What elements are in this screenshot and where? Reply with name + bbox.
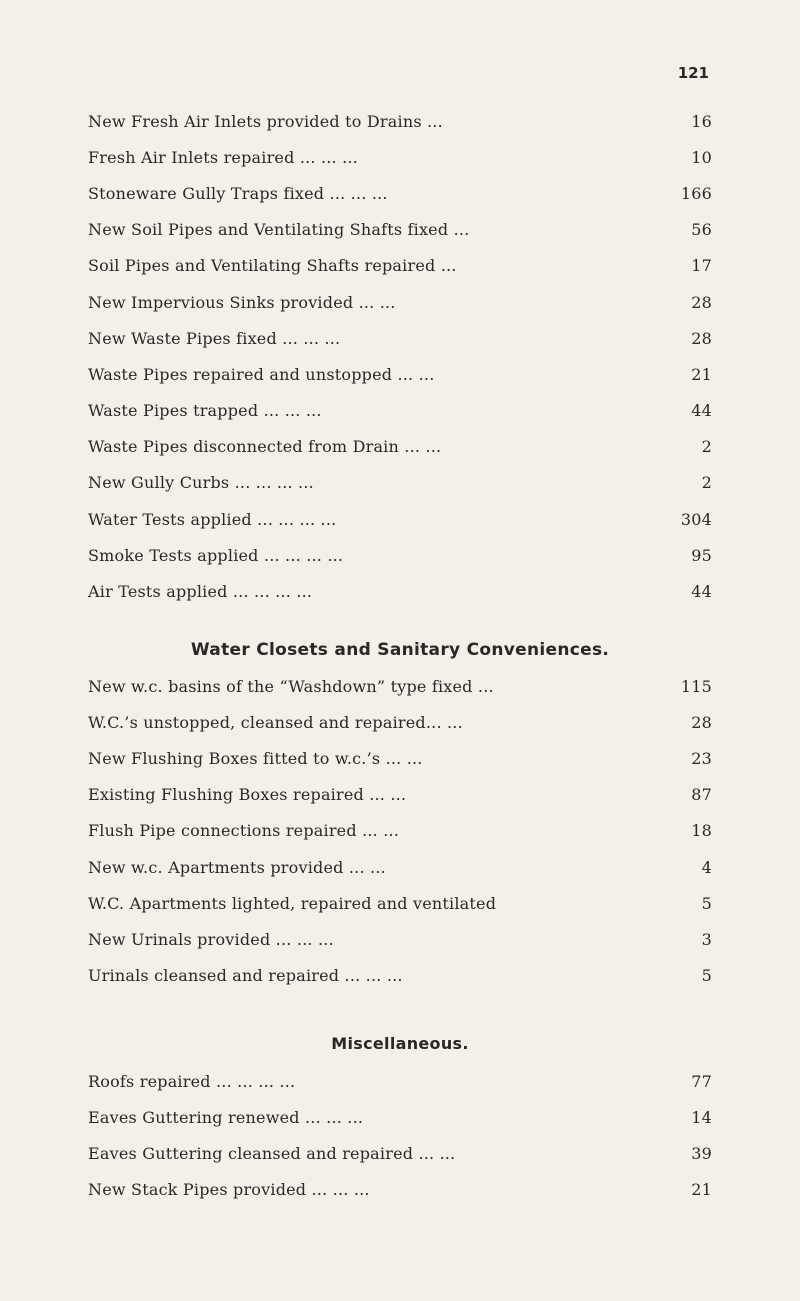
item-count: 16: [691, 111, 712, 131]
list-item: [88, 740, 712, 776]
item-label: Eaves Guttering cleansed and repaired ... ...: [88, 1143, 456, 1163]
item-count: 28: [691, 712, 712, 732]
page-number: 121: [677, 64, 709, 82]
item-count: 5: [701, 893, 712, 913]
item-count: 3: [701, 929, 712, 949]
item-label: New Stack Pipes provided ... ... ...: [88, 1180, 370, 1200]
list-item: [88, 1099, 712, 1135]
list-item: [88, 139, 712, 175]
item-label: New Impervious Sinks provided ... ...: [88, 292, 396, 312]
item-label: Flush Pipe connections repaired ... ...: [88, 821, 400, 841]
list-item: [88, 1172, 712, 1208]
list-item: [88, 465, 712, 501]
item-label: New Urinals provided ... ... ...: [88, 929, 334, 949]
item-count: 77: [691, 1071, 712, 1091]
item-count: 18: [691, 821, 712, 841]
item-label: New w.c. basins of the “Washdown” type fixed ...: [88, 676, 494, 696]
item-count: 4: [701, 857, 712, 877]
item-count: 166: [680, 183, 712, 203]
miscellaneous-list: [88, 1063, 712, 1208]
list-item: [88, 248, 712, 284]
list-item: [88, 429, 712, 465]
item-label: New w.c. Apartments provided ... ...: [88, 857, 386, 877]
item-count: 56: [691, 220, 712, 240]
list-item: [88, 849, 712, 885]
list-item: [88, 777, 712, 813]
section-heading-miscellaneous: Miscellaneous.: [331, 1034, 469, 1053]
item-label: Waste Pipes repaired and unstopped ... ...: [88, 364, 435, 384]
item-label: New Waste Pipes fixed ... ... ...: [88, 328, 341, 348]
item-count: 44: [691, 401, 712, 421]
item-count: 39: [691, 1143, 712, 1163]
list-item: [88, 103, 712, 139]
item-label: Air Tests applied ... ... ... ...: [88, 582, 313, 602]
sanitary-works-list: [88, 103, 712, 610]
list-item: [88, 393, 712, 429]
item-label: Fresh Air Inlets repaired ... ... ...: [88, 147, 358, 167]
item-label: Water Tests applied ... ... ... ...: [88, 509, 337, 529]
list-item: [88, 704, 712, 740]
item-label: Soil Pipes and Ventilating Shafts repaired ...: [88, 256, 457, 276]
item-label: Stoneware Gully Traps fixed ... ... ...: [88, 183, 388, 203]
list-item: [88, 1063, 712, 1099]
item-count: 17: [691, 256, 712, 276]
item-label: Existing Flushing Boxes repaired ... ...: [88, 785, 407, 805]
item-label: Roofs repaired ... ... ... ...: [88, 1071, 296, 1091]
item-label: New Flushing Boxes fitted to w.c.’s ... ...: [88, 748, 423, 768]
item-count: 10: [691, 147, 712, 167]
item-count: 28: [691, 292, 712, 312]
item-count: 87: [691, 785, 712, 805]
list-item: [88, 284, 712, 320]
item-count: 2: [701, 473, 712, 493]
item-label: W.C.’s unstopped, cleansed and repaired... ...: [88, 712, 463, 732]
item-label: Waste Pipes disconnected from Drain ... ...: [88, 437, 442, 457]
item-label: New Gully Curbs ... ... ... ...: [88, 473, 314, 493]
list-item: [88, 921, 712, 957]
item-count: 28: [691, 328, 712, 348]
list-item: [88, 320, 712, 356]
section-heading-water-closets: Water Closets and Sanitary Conveniences.: [190, 640, 610, 660]
item-count: 21: [691, 1180, 712, 1200]
list-item: [88, 537, 712, 573]
item-label: Urinals cleansed and repaired ... ... ...: [88, 966, 403, 986]
item-count: 95: [691, 545, 712, 565]
item-count: 23: [691, 748, 712, 768]
item-count: 44: [691, 582, 712, 602]
list-item: [88, 1135, 712, 1171]
item-label: Smoke Tests applied ... ... ... ...: [88, 545, 344, 565]
item-count: 5: [701, 966, 712, 986]
item-label: W.C. Apartments lighted, repaired and ventilated: [88, 893, 497, 913]
list-item: [88, 813, 712, 849]
list-item: [88, 885, 712, 921]
item-count: 115: [680, 676, 712, 696]
item-count: 304: [680, 509, 712, 529]
list-item: [88, 175, 712, 211]
list-item: [88, 501, 712, 537]
item-label: New Soil Pipes and Ventilating Shafts fixed ...: [88, 220, 470, 240]
water-closets-list: [88, 668, 712, 994]
list-item: [88, 356, 712, 392]
item-label: Waste Pipes trapped ... ... ...: [88, 401, 322, 421]
item-label: New Fresh Air Inlets provided to Drains ...: [88, 111, 443, 131]
list-item: [88, 958, 712, 994]
list-item: [88, 668, 712, 704]
list-item: [88, 212, 712, 248]
item-label: Eaves Guttering renewed ... ... ...: [88, 1107, 364, 1127]
item-count: 14: [691, 1107, 712, 1127]
list-item: [88, 573, 712, 609]
item-count: 2: [701, 437, 712, 457]
item-count: 21: [691, 364, 712, 384]
